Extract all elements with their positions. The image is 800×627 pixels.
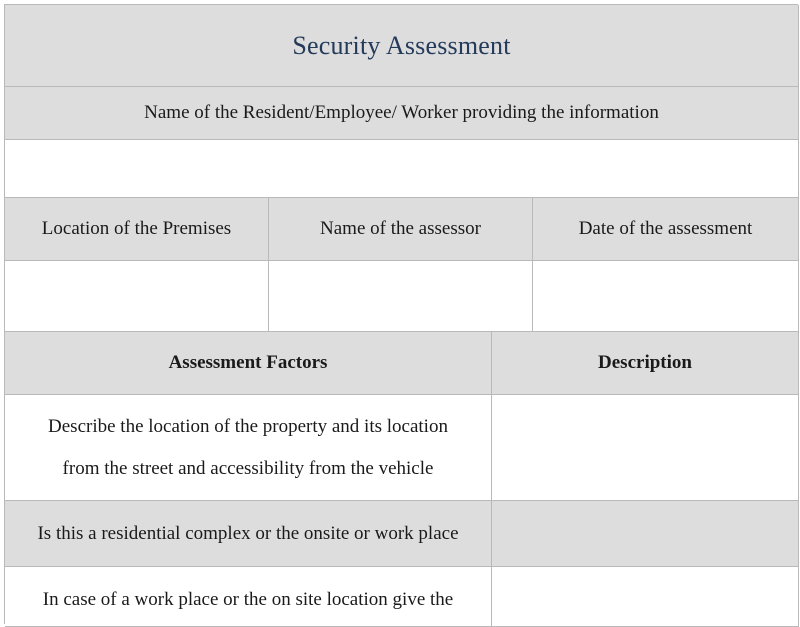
assessment-date-field[interactable] bbox=[533, 261, 799, 332]
factor-1-line-2: from the street and accessibility from the vehicle bbox=[62, 457, 434, 479]
assessment-date-label: Date of the assessment bbox=[533, 198, 799, 261]
factor-2-line-1: Is this a residential complex or the onsite or work place bbox=[37, 522, 459, 544]
assessor-name-label: Name of the assessor bbox=[269, 198, 533, 261]
factor-3-description-field[interactable] bbox=[492, 567, 799, 627]
assessor-name-field[interactable] bbox=[269, 261, 533, 332]
factor-2-description-field[interactable] bbox=[492, 501, 799, 567]
factor-row-2 bbox=[5, 501, 492, 567]
informant-name-field[interactable] bbox=[5, 140, 799, 198]
location-field[interactable] bbox=[5, 261, 269, 332]
description-header: Description bbox=[492, 332, 799, 395]
security-assessment-form bbox=[4, 4, 798, 624]
assessment-factors-header: Assessment Factors bbox=[5, 332, 492, 395]
informant-name-label: Name of the Resident/Employee/ Worker providing the information bbox=[5, 87, 799, 140]
location-label: Location of the Premises bbox=[5, 198, 269, 261]
factor-3-line-1: In case of a work place or the on site location give the bbox=[42, 589, 454, 610]
form-title: Security Assessment bbox=[5, 5, 799, 87]
factor-row-3 bbox=[5, 567, 492, 627]
factor-1-line-1: Describe the location of the property and its location bbox=[48, 415, 448, 437]
factor-row-1 bbox=[5, 395, 492, 501]
factor-1-description-field[interactable] bbox=[492, 395, 799, 501]
